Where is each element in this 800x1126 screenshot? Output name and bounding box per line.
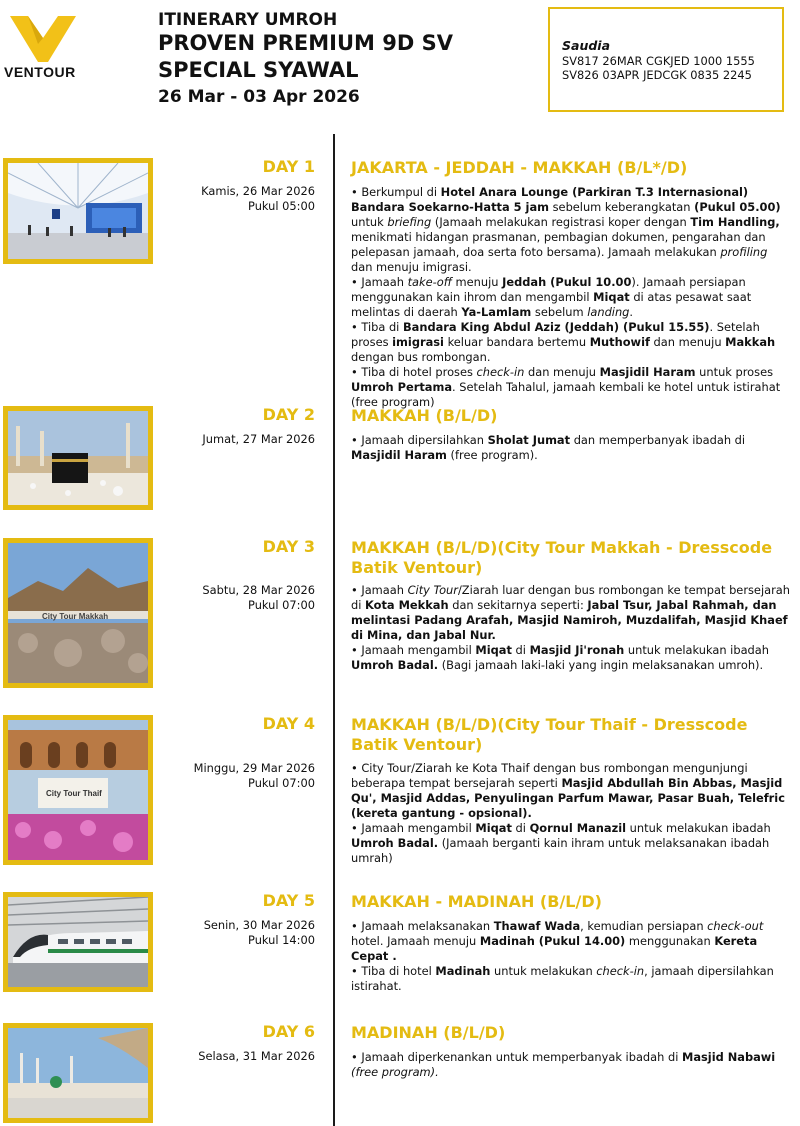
day-5-photo-train — [3, 892, 153, 992]
ventour-logo — [4, 14, 84, 86]
day-1-date-text: Kamis, 26 Mar 2026 — [201, 184, 315, 198]
day-2-date-text: Jumat, 27 Mar 2026 — [202, 432, 315, 446]
day-3-label: DAY 3 — [262, 537, 315, 556]
title-line-3: SPECIAL SYAWAL — [158, 58, 359, 82]
day-6-title: MADINAH (B/L/D) — [351, 1023, 506, 1042]
day-3-date — [202, 583, 315, 613]
day-3-time-text: Pukul 07:00 — [248, 598, 315, 612]
day-5-label: DAY 5 — [262, 891, 315, 910]
day-1-photo-airport — [3, 158, 153, 264]
day-3-photo-caption: City Tour Makkah — [42, 612, 109, 621]
day-3-title: MAKKAH (B/L/D)(City Tour Makkah - Dresscode Batik Ventour) — [351, 538, 773, 577]
ventour-v-icon — [8, 14, 78, 64]
flight-leg-outbound: SV817 26MAR CGKJED 1000 1555 — [562, 53, 755, 68]
day-1-description: • Berkumpul di Hotel Anara Lounge (Parkiran T.3 Internasional) Bandara Soekarno-Hatta 5 jam sebelum keberangkatan (Pukul 05.00) untuk briefing (Jamaah melakukan registrasi koper dengan Tim Handling, menikmati hidangan prasmanan, pembagian dokumen, pengarahan dan pelepasan jamaah, doa serta foto bersama). Jamaah melakukan profiling dan menuju imigrasi. • Jamaah take-off menuju Jeddah (Pukul 10.00). Jamaah persiapan menggunakan kain ihrom dan mengambil Miqat di atas pesawat saat melintas di daerah Ya-Lamlam sebelum landing. • Tiba di Bandara King Abdul Aziz (Jeddah) (Pukul 15.55). Setelah proses imigrasi keluar bandara bertemu Muthowif dan menuju Makkah dengan bus rombongan. • Tiba di hotel proses check-in dan menuju Masjidil Haram untuk proses Umroh Pertama. Setelah Tahalul, jamaah kembali ke hotel untuk istirahat (free program) — [351, 185, 781, 409]
day-5-description: • Jamaah melaksanakan Thawaf Wada, kemudian persiapan check-out hotel. Jamaah menuju Madinah (Pukul 14.00) menggunakan Kereta Cepat . • Tiba di hotel Madinah untuk melakukan check-in, jamaah dipersilahkan istirahat. — [351, 919, 774, 993]
title-line-2: PROVEN PREMIUM 9D SV — [158, 31, 453, 55]
day-2-description: • Jamaah dipersilahkan Sholat Jumat dan memperbanyak ibadah di Masjidil Haram (free program). — [351, 433, 746, 462]
timeline-divider — [333, 134, 335, 1126]
flight-info-box — [548, 7, 784, 112]
day-4-title: MAKKAH (B/L/D)(City Tour Thaif - Dresscode Batik Ventour) — [351, 715, 748, 754]
day-4-label: DAY 4 — [262, 714, 315, 733]
day-5-date-text: Senin, 30 Mar 2026 — [203, 918, 315, 932]
day-5-time-text: Pukul 14:00 — [248, 933, 315, 947]
day-2-title: MAKKAH (B/L/D) — [351, 406, 498, 425]
day-4-photo-city-tour-thaif — [3, 715, 153, 865]
day-3-date-text: Sabtu, 28 Mar 2026 — [202, 583, 315, 597]
airline-name: Saudia — [562, 38, 611, 53]
day-4-date — [194, 761, 315, 791]
day-1-date — [201, 184, 315, 214]
trip-dates: 26 Mar - 03 Apr 2026 — [158, 87, 360, 107]
day-2-date — [202, 432, 315, 447]
itinerary-title — [158, 10, 453, 109]
day-6-description: • Jamaah diperkenankan untuk memperbanyak ibadah di Masjid Nabawi (free program). — [351, 1050, 776, 1079]
day-6-date-text: Selasa, 31 Mar 2026 — [198, 1049, 315, 1063]
title-line-1: ITINERARY UMROH — [158, 10, 338, 30]
day-6-date — [198, 1049, 315, 1064]
day-2-label: DAY 2 — [262, 405, 315, 424]
day-3-description: • Jamaah City Tour/Ziarah luar dengan bus rombongan ke tempat bersejarah di Kota Mekkah dan sekitarnya seperti: Jabal Tsur, Jabal Rahmah, dan melintasi Padang Arafah, Masjid Namiroh, Muzdalifah, Masjid Khaef di Mina, dan Jabal Nur. • Jamaah mengambil Miqat di Masjid Ji'ronah untuk melakukan ibadah Umroh Badal. (Bagi jamaah laki-laki yang ingin melaksanakan umroh). — [351, 583, 790, 672]
day-6-photo-masjid-nabawi — [3, 1023, 153, 1123]
day-1-time-text: Pukul 05:00 — [248, 199, 315, 213]
flight-leg-return: SV826 03APR JEDCGK 0835 2245 — [562, 68, 752, 82]
day-2-photo-kaaba — [3, 406, 153, 510]
day-3-photo-city-tour-makkah — [3, 538, 153, 688]
day-4-date-text: Minggu, 29 Mar 2026 — [193, 761, 315, 775]
day-1-title: JAKARTA - JEDDAH - MAKKAH (B/L*/D) — [351, 158, 688, 177]
day-6-label: DAY 6 — [262, 1022, 315, 1041]
day-1-label: DAY 1 — [262, 157, 315, 176]
day-4-description: • City Tour/Ziarah ke Kota Thaif dengan bus rombongan mengunjungi beberapa tempat bersejarah seperti Masjid Abdullah Bin Abbas, Masjid Qu', Masjid Addas, Penyulingan Parfum Mawar, Pasar Buah, Telefric (kereta gantung - opsional). • Jamaah mengambil Miqat di Qornul Manazil untuk melakukan ibadah Umroh Badal. (Jamaah berganti kain ihram untuk melaksanakan ibadah umrah) — [351, 761, 785, 865]
day-5-date — [204, 918, 315, 948]
day-5-title: MAKKAH - MADINAH (B/L/D) — [351, 892, 602, 911]
day-4-photo-caption: City Tour Thaif — [46, 789, 102, 798]
logo-text: VENTOUR — [4, 64, 76, 80]
day-4-time-text: Pukul 07:00 — [248, 776, 315, 790]
